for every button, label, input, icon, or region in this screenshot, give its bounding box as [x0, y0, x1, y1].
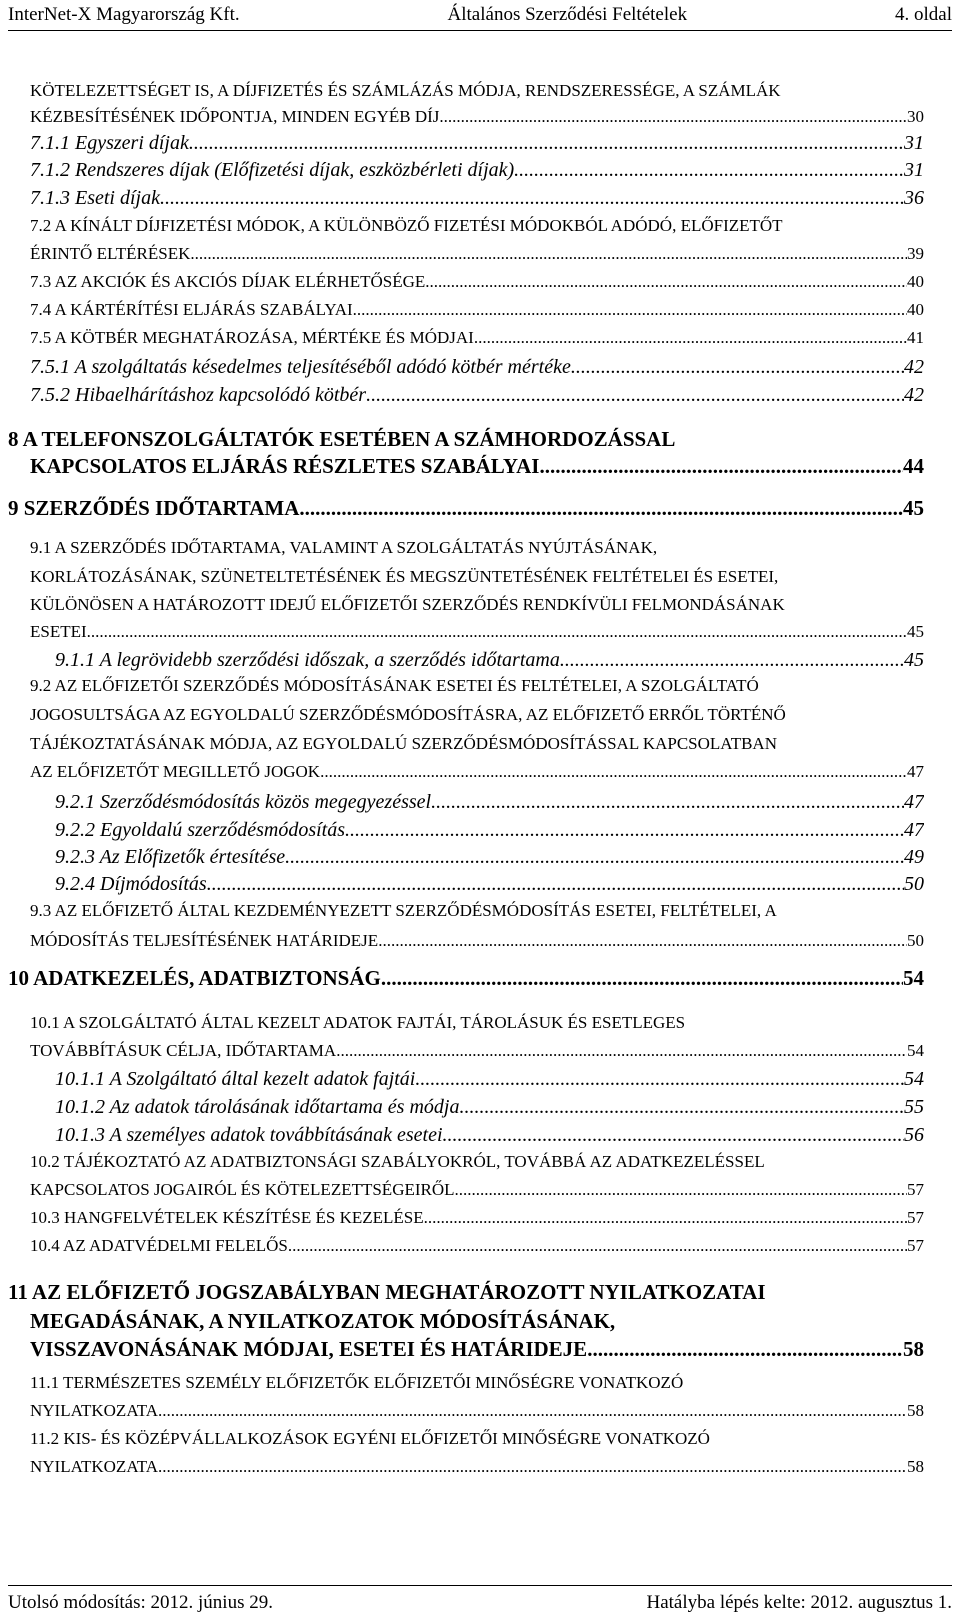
toc-entry-text: KÖTELEZETTSÉGET IS, A DÍJFIZETÉS ÉS SZÁMLÁZÁS MÓDJA, RENDSZERESSÉGE, A SZÁMLÁK — [30, 81, 781, 100]
toc-leader-dots — [424, 1205, 907, 1230]
toc-entry-text: KÜLÖNÖSEN A HATÁROZOTT IDEJŰ ELŐFIZETŐI SZERZŐDÉS RENDKÍVÜLI FELMONDÁSÁNAK — [30, 595, 785, 614]
toc-page-number: 57 — [907, 1180, 924, 1199]
toc-page-number: 47 — [904, 791, 924, 813]
toc-leader-dots — [87, 619, 907, 644]
toc-entry-text: 11.1 TERMÉSZETES SZEMÉLY ELŐFIZETŐK ELŐFIZETŐI MINŐSÉGRE VONATKOZÓ — [30, 1373, 684, 1392]
toc-page-number: 40 — [907, 272, 924, 291]
toc-page-number: 54 — [903, 966, 924, 990]
toc-entry-text: KAPCSOLATOS JOGAIRÓL ÉS KÖTELEZETTSÉGEIRŐL — [30, 1180, 455, 1199]
toc-leader-dots — [158, 1398, 907, 1423]
toc-leader-dots — [353, 297, 907, 322]
page-footer — [8, 1585, 952, 1615]
toc-entry-text: KORLÁTOZÁSÁNAK, SZÜNETELTETÉSÉNEK ÉS MEGSZÜNTETÉSÉNEK FELTÉTELEI ÉS ESETEI, — [30, 567, 779, 586]
toc-page-number: 50 — [904, 873, 924, 895]
toc-entry-text: 10.1.1 A Szolgáltató által kezelt adatok fajtái — [55, 1068, 416, 1090]
toc-entry-text: 7.2 A KÍNÁLT DÍJFIZETÉSI MÓDOK, A KÜLÖNBÖZŐ FIZETÉSI MÓDOKBÓL ADÓDÓ, ELŐFIZETŐT — [30, 216, 783, 235]
toc-page-number: 58 — [903, 1337, 924, 1361]
toc-entry-text: 9.1.1 A legrövidebb szerződési időszak, a szerződés időtartama — [55, 649, 560, 671]
toc-leader-dots — [189, 129, 904, 157]
toc-entry-text: ÉRINTŐ ELTÉRÉSEK — [30, 244, 191, 263]
toc-page-number: 57 — [907, 1236, 924, 1255]
toc-entry-text: 7.4 A KÁRTÉRÍTÉSI ELJÁRÁS SZABÁLYAI — [30, 300, 353, 319]
toc-leader-dots — [158, 1454, 907, 1479]
toc-page-number: 31 — [904, 132, 924, 154]
toc-entry-text: VISSZAVONÁSÁNAK MÓDJAI, ESETEI ÉS HATÁRIDEJE — [30, 1337, 588, 1361]
toc-leader-dots — [285, 843, 904, 871]
toc-entry-text: 7.1.2 Rendszeres díjak (Előfizetési díjak, eszközbérleti díjak) — [30, 159, 515, 181]
toc-leader-dots — [288, 1233, 907, 1258]
toc-entry-text: 9.2.3 Az Előfizetők értesítése — [55, 846, 286, 868]
toc-entry-text: 9.2.4 Díjmódosítás — [55, 873, 207, 895]
toc-page-number: 30 — [907, 107, 924, 126]
toc-page-number: 45 — [903, 496, 924, 520]
toc-entry-text: 9 SZERZŐDÉS IDŐTARTAMA — [8, 496, 300, 520]
toc-entry-text: 10.4 AZ ADATVÉDELMI FELELŐS — [30, 1236, 288, 1255]
toc-entry-text: 11.2 KIS- ÉS KÖZÉPVÁLLALKOZÁSOK EGYÉNI ELŐFIZETŐI MINŐSÉGRE VONATKOZÓ — [30, 1429, 710, 1448]
toc-entry-text: MEGADÁSÁNAK, A NYILATKOZATOK MÓDOSÍTÁSÁNAK, — [30, 1309, 616, 1333]
toc-page-number: 39 — [907, 244, 924, 263]
toc-page-number: 58 — [907, 1401, 924, 1420]
toc-page-number: 49 — [904, 846, 924, 868]
toc-page-number: 56 — [904, 1124, 924, 1146]
footer-effective-date: Hatályba lépés kelte: 2012. augusztus 1. — [646, 1592, 952, 1613]
toc-leader-dots — [560, 646, 904, 674]
toc-entry-text: 7.1.1 Egyszeri díjak — [30, 132, 189, 154]
toc-entry-text: 7.1.3 Eseti díjak — [30, 187, 160, 209]
toc-entry-text: 9.1 A SZERZŐDÉS IDŐTARTAMA, VALAMINT A SZOLGÁLTATÁS NYÚJTÁSÁNAK, — [30, 538, 658, 557]
toc-entry-text: JOGOSULTSÁGA AZ EGYOLDALÚ SZERZŐDÉSMÓDOSÍTÁSRA, AZ ELŐFIZETŐ ERRŐL TÖRTÉNŐ — [30, 705, 786, 724]
toc-leader-dots — [160, 184, 904, 212]
toc-entry-text: 7.3 AZ AKCIÓK ÉS AKCIÓS DÍJAK ELÉRHETŐSÉGE — [30, 272, 426, 291]
toc-page-number: 36 — [904, 187, 924, 209]
toc-leader-dots — [378, 928, 907, 953]
toc-entry-text: 10.1.3 A személyes adatok továbbításának esetei — [55, 1124, 443, 1146]
toc-page-number: 41 — [907, 328, 924, 347]
toc-leader-dots — [299, 494, 903, 523]
toc-entry-text: TOVÁBBÍTÁSUK CÉLJA, IDŐTARTAMA — [30, 1041, 337, 1060]
toc-entry-text: 9.3 AZ ELŐFIZETŐ ÁLTAL KEZDEMÉNYEZETT SZERZŐDÉSMÓDOSÍTÁS ESETEI, FELTÉTELEI, A — [30, 901, 777, 920]
toc-entry-text: 10.1.2 Az adatok tárolásának időtartama és módja — [55, 1096, 460, 1118]
toc-leader-dots — [539, 452, 903, 481]
toc-leader-dots — [415, 1065, 904, 1093]
toc-entry-text: 9.2.1 Szerződésmódosítás közös megegyezéssel — [55, 791, 432, 813]
toc-entry-text: 7.5 A KÖTBÉR MEGHATÁROZÁSA, MÉRTÉKE ÉS MÓDJAI — [30, 328, 474, 347]
toc-entry-text: 11 AZ ELŐFIZETŐ JOGSZABÁLYBAN MEGHATÁROZOTT NYILATKOZATAI — [8, 1280, 766, 1304]
toc-leader-dots — [455, 1177, 907, 1202]
toc-leader-dots — [345, 816, 904, 844]
toc-page-number: 40 — [907, 300, 924, 319]
toc-page-number: 54 — [904, 1068, 924, 1090]
toc-entry-text: 7.5.1 A szolgáltatás késedelmes teljesítéséből adódó kötbér mértéke — [30, 356, 571, 378]
toc-entry-text: 9.2.2 Egyoldalú szerződésmódosítás — [55, 819, 345, 841]
toc-leader-dots — [190, 241, 907, 266]
toc-leader-dots — [474, 325, 907, 350]
toc-entry-text: TÁJÉKOZTATÁSÁNAK MÓDJA, AZ EGYOLDALÚ SZERZŐDÉSMÓDOSÍTÁSSAL KAPCSOLATBAN — [30, 734, 777, 753]
toc-leader-dots — [381, 964, 903, 993]
toc-entry-text: NYILATKOZATA — [30, 1401, 159, 1420]
toc-entry-text: 10 ADATKEZELÉS, ADATBIZTONSÁG — [8, 966, 381, 990]
toc-entry-text: 10.1 A SZOLGÁLTATÓ ÁLTAL KEZELT ADATOK FAJTÁI, TÁROLÁSUK ÉS ESETLEGES — [30, 1013, 686, 1032]
toc-entry-text: 7.5.2 Hibaelhárításhoz kapcsolódó kötbér — [30, 384, 367, 406]
toc-entry-text: 8 A TELEFONSZOLGÁLTATÓK ESETÉBEN A SZÁMHORDOZÁSSAL — [8, 427, 676, 451]
toc-page-number: 57 — [907, 1208, 924, 1227]
toc-entry-text: AZ ELŐFIZETŐT MEGILLETŐ JOGOK — [30, 762, 321, 781]
toc-leader-dots — [587, 1335, 903, 1364]
toc-page-number: 45 — [907, 622, 924, 641]
toc-leader-dots — [514, 156, 904, 184]
toc-page-number: 50 — [907, 931, 924, 950]
toc-entry-text: KÉZBESÍTÉSÉNEK IDŐPONTJA, MINDEN EGYÉB DÍJ — [30, 107, 440, 126]
toc-page-number: 47 — [904, 819, 924, 841]
toc-leader-dots — [320, 759, 907, 784]
header-page-number: 4. oldal — [895, 4, 952, 25]
toc-page-number: 58 — [907, 1457, 924, 1476]
header-document-title: Általános Szerződési Feltételek — [447, 4, 688, 25]
toc-leader-dots — [207, 870, 904, 898]
toc-leader-dots — [425, 269, 907, 294]
toc-page-number: 54 — [907, 1041, 924, 1060]
toc-entry-text: ESETEI — [30, 622, 87, 641]
toc-entry-text: KAPCSOLATOS ELJÁRÁS RÉSZLETES SZABÁLYAI — [30, 454, 540, 478]
toc-entry-text: 9.2 AZ ELŐFIZETŐI SZERZŐDÉS MÓDOSÍTÁSÁNAK ESETEI ÉS FELTÉTELEI, A SZOLGÁLTATÓ — [30, 676, 759, 695]
toc-leader-dots — [439, 104, 907, 129]
toc-page-number: 31 — [904, 159, 924, 181]
toc-page-number: 42 — [904, 384, 924, 406]
header-company: InterNet-X Magyarország Kft. — [8, 4, 240, 25]
footer-last-modified: Utolsó módosítás: 2012. június 29. — [8, 1592, 273, 1613]
toc-entry-text: 10.2 TÁJÉKOZTATÓ AZ ADATBIZTONSÁGI SZABÁLYOKRÓL, TOVÁBBÁ AZ ADATKEZELÉSSEL — [30, 1152, 765, 1171]
toc-entry-text: NYILATKOZATA — [30, 1457, 159, 1476]
toc-leader-dots — [431, 788, 904, 816]
toc-leader-dots — [571, 353, 904, 381]
toc-entry-text: 10.3 HANGFELVÉTELEK KÉSZÍTÉSE ÉS KEZELÉSE — [30, 1208, 424, 1227]
toc-page-number: 47 — [907, 762, 924, 781]
toc-leader-dots — [443, 1121, 904, 1149]
toc-leader-dots — [336, 1038, 907, 1063]
toc-leader-dots — [366, 381, 904, 409]
toc-entry-text: MÓDOSÍTÁS TELJESÍTÉSÉNEK HATÁRIDEJE — [30, 931, 379, 950]
toc-leader-dots — [459, 1093, 904, 1121]
toc-page-number: 42 — [904, 356, 924, 378]
toc-page-number: 44 — [903, 454, 924, 478]
toc-page-number: 45 — [904, 649, 924, 671]
toc-page-number: 55 — [904, 1096, 924, 1118]
